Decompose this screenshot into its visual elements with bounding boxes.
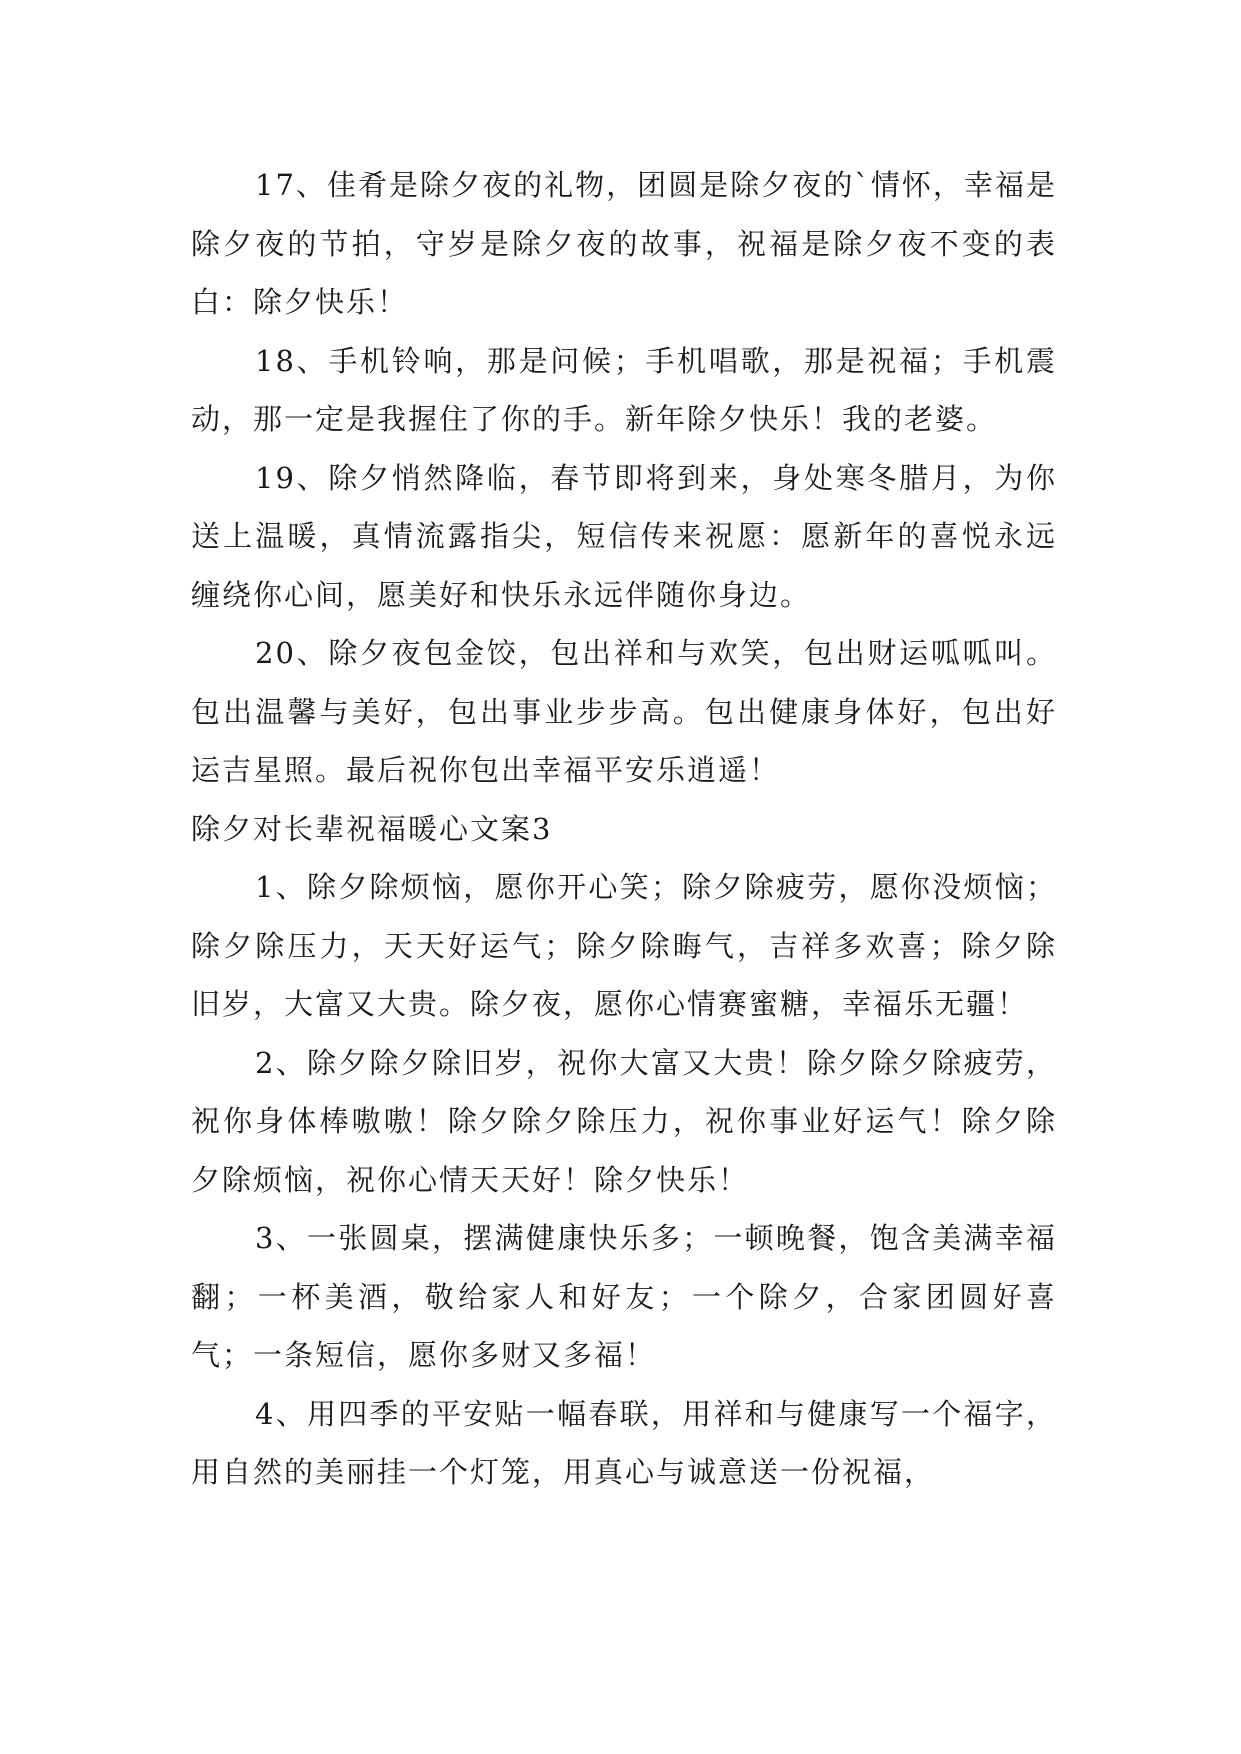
paragraph-18: 18、手机铃响，那是问候；手机唱歌，那是祝福；手机震动，那一定是我握住了你的手。新年除夕快乐！我的老婆。 <box>191 343 1057 436</box>
document-body <box>191 156 1057 1502</box>
paragraph-19: 19、除夕悄然降临，春节即将到来，身处寒冬腊月，为你送上温暖，真情流露指尖，短信传来祝愿：愿新年的喜悦永远缠绕你心间，愿美好和快乐永远伴随你身边。 <box>191 460 1057 612</box>
paragraph-1: 1、除夕除烦恼，愿你开心笑；除夕除疲劳，愿你没烦恼；除夕除压力，天天好运气；除夕除晦气，吉祥多欢喜；除夕除旧岁，大富又大贵。除夕夜，愿你心情赛蜜糖，幸福乐无疆！ <box>191 870 1057 1021</box>
section-heading: 除夕对长辈祝福暖心文案3 <box>191 811 553 846</box>
paragraph-20: 20、除夕夜包金饺，包出祥和与欢笑，包出财运呱呱叫。包出温馨与美好，包出事业步步高。包出健康身体好，包出好运吉星照。最后祝你包出幸福平安乐逍遥！ <box>191 636 1057 787</box>
paragraph-2: 2、除夕除夕除旧岁，祝你大富又大贵！除夕除夕除疲劳，祝你身体棒嗷嗷！除夕除夕除压力，祝你事业好运气！除夕除夕除烦恼，祝你心情天天好！除夕快乐！ <box>191 1045 1057 1197</box>
paragraph-3: 3、一张圆桌，摆满健康快乐多；一顿晚餐，饱含美满幸福翻；一杯美酒，敬给家人和好友；一个除夕，合家团圆好喜气；一条短信，愿你多财又多福！ <box>191 1221 1057 1372</box>
paragraph-17: 17、佳肴是除夕夜的礼物，团圆是除夕夜的`情怀，幸福是除夕夜的节拍，守岁是除夕夜的故事，祝福是除夕夜不变的表白：除夕快乐！ <box>191 168 1057 319</box>
paragraph-4: 4、用四季的平安贴一幅春联，用祥和与健康写一个福字，用自然的美丽挂一个灯笼，用真心与诚意送一份祝福， <box>191 1396 1057 1489</box>
